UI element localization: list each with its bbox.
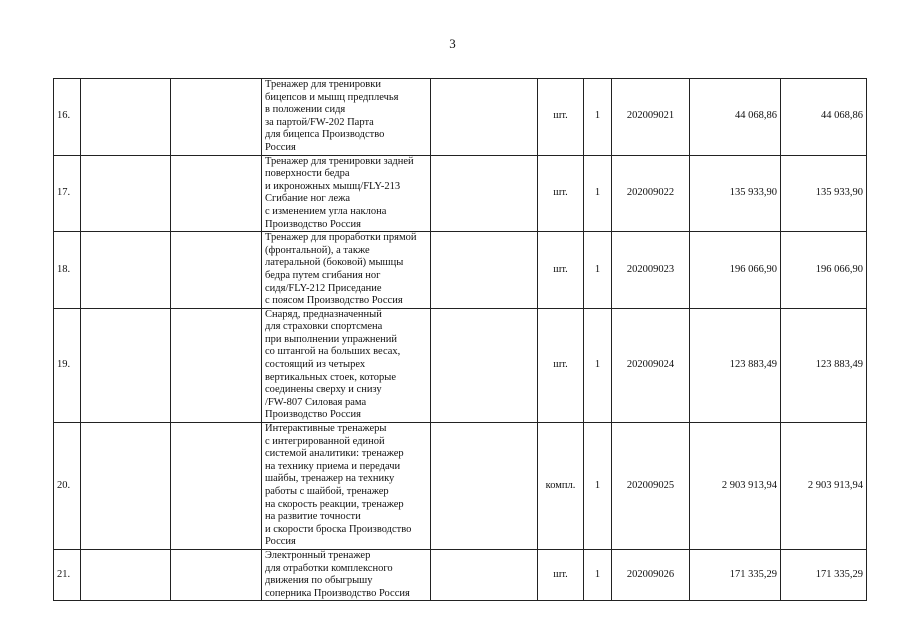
item-total: 171 335,29	[781, 549, 867, 600]
item-code: 202009026	[612, 549, 690, 600]
item-total: 44 068,86	[781, 79, 867, 156]
empty-cell	[171, 308, 262, 422]
row-number: 19.	[54, 308, 81, 422]
item-quantity: 1	[584, 423, 612, 550]
item-description: Интерактивные тренажеры с интегрированной единой системой аналитики: тренажер на технику приема и передачи шайбы, тренажер на технику работы с шайбой, тренажер на скорость реакции, тренажер на развитие точности и скорости броска Производство Россия	[262, 423, 431, 550]
item-price: 171 335,29	[690, 549, 781, 600]
table-row	[54, 308, 867, 422]
row-number: 21.	[54, 549, 81, 600]
table-row	[54, 232, 867, 309]
item-unit: шт.	[538, 155, 584, 232]
item-quantity: 1	[584, 308, 612, 422]
item-quantity: 1	[584, 232, 612, 309]
item-description: Электронный тренажер для отработки комплексного движения по обыгрышу соперника Производство Россия	[262, 549, 431, 600]
row-number: 20.	[54, 423, 81, 550]
empty-cell	[171, 423, 262, 550]
empty-cell	[171, 155, 262, 232]
empty-cell	[171, 79, 262, 156]
item-code: 202009025	[612, 423, 690, 550]
item-description: Снаряд, предназначенный для страховки спортсмена при выполнении упражнений со штангой на больших весах, состоящий из четырех вертикальных стоек, которые соединены сверху и снизу /FW-807 Силовая рама Производство Россия	[262, 308, 431, 422]
item-code: 202009024	[612, 308, 690, 422]
item-unit: шт.	[538, 232, 584, 309]
item-price: 196 066,90	[690, 232, 781, 309]
table-row	[54, 155, 867, 232]
item-price: 2 903 913,94	[690, 423, 781, 550]
row-number: 16.	[54, 79, 81, 156]
item-code: 202009022	[612, 155, 690, 232]
item-total: 2 903 913,94	[781, 423, 867, 550]
table-row	[54, 79, 867, 156]
item-total: 123 883,49	[781, 308, 867, 422]
specification-table	[53, 78, 867, 601]
item-description: Тренажер для проработки прямой (фронтальной), а также латеральной (боковой) мышцы бедра путем сгибания ног сидя/FLY-212 Приседание с поясом Производство Россия	[262, 232, 431, 309]
item-code: 202009021	[612, 79, 690, 156]
item-quantity: 1	[584, 79, 612, 156]
table-row	[54, 423, 867, 550]
item-price: 44 068,86	[690, 79, 781, 156]
item-total: 196 066,90	[781, 232, 867, 309]
empty-cell	[431, 232, 538, 309]
item-price: 135 933,90	[690, 155, 781, 232]
empty-cell	[431, 423, 538, 550]
empty-cell	[81, 308, 171, 422]
item-unit: шт.	[538, 549, 584, 600]
empty-cell	[81, 155, 171, 232]
item-unit: шт.	[538, 308, 584, 422]
page-number: 3	[449, 36, 456, 51]
empty-cell	[81, 423, 171, 550]
item-description: Тренажер для тренировки бицепсов и мышц предплечья в положении сидя за партой/FW-202 Парта для бицепса Производство Россия	[262, 79, 431, 156]
item-unit: компл.	[538, 423, 584, 550]
item-quantity: 1	[584, 549, 612, 600]
empty-cell	[81, 232, 171, 309]
empty-cell	[431, 308, 538, 422]
empty-cell	[431, 155, 538, 232]
empty-cell	[431, 79, 538, 156]
item-code: 202009023	[612, 232, 690, 309]
item-description: Тренажер для тренировки задней поверхности бедра и икроножных мышц/FLY-213 Сгибание ног лежа с изменением угла наклона Производство Россия	[262, 155, 431, 232]
row-number: 17.	[54, 155, 81, 232]
empty-cell	[81, 549, 171, 600]
empty-cell	[171, 232, 262, 309]
item-total: 135 933,90	[781, 155, 867, 232]
item-price: 123 883,49	[690, 308, 781, 422]
empty-cell	[81, 79, 171, 156]
row-number: 18.	[54, 232, 81, 309]
table-row	[54, 549, 867, 600]
empty-cell	[431, 549, 538, 600]
item-quantity: 1	[584, 155, 612, 232]
item-unit: шт.	[538, 79, 584, 156]
empty-cell	[171, 549, 262, 600]
